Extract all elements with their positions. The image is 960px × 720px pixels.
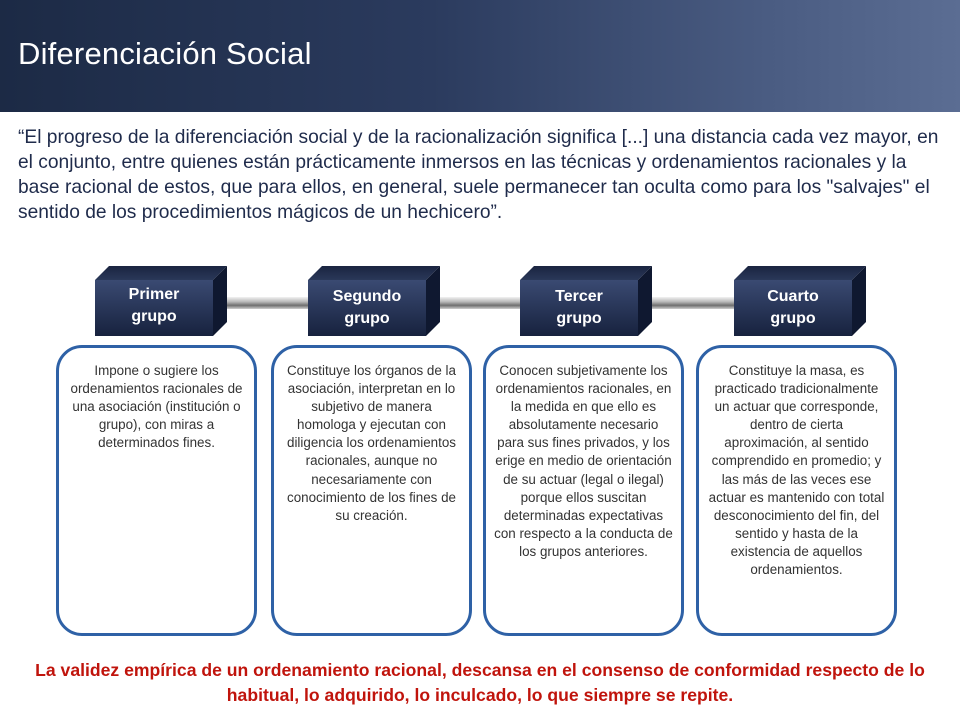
- group-label-line2: grupo: [770, 310, 816, 327]
- group-label-line2: grupo: [344, 310, 390, 327]
- group-box-4: [734, 266, 874, 336]
- description-text: Impone o sugiere los ordenamientos racionales de una asociación (institución o grupo), con miras a determinados fines.: [70, 363, 243, 451]
- group-label: [520, 286, 638, 330]
- page-title: Diferenciación Social: [18, 36, 312, 71]
- description-text: Constituye la masa, es practicado tradicionalmente un actuar que corresponde, dentro de cierta aproximación, al sentido comprendido en promedio; y las más de las veces ese actuar es mantenido con total desconocimiento del fin, del sentido y hasta de la existencia de aquellos ordenamientos.: [708, 363, 885, 578]
- description-card-3: [483, 345, 684, 636]
- group-label-line2: grupo: [131, 308, 177, 325]
- description-text: Constituye los órganos de la asociación, interpretan en lo subjetivo de manera homologa y ejecutan con diligencia los ordenamientos racionales, aunque no necesariamente con conocimiento de los fines de su creación.: [287, 363, 456, 523]
- group-label: [734, 286, 852, 330]
- group-label: [95, 284, 213, 328]
- description-card-4: [696, 345, 897, 636]
- description-text: Conocen subjetivamente los ordenamientos racionales, en la medida en que ello es absolutamente necesario para sus fines privados, y los erige en medio de orientación de su actuar (legal o ilegal) porque ellos suscitan determinadas expectativas con respecto a la conducta de los grupos anteriores.: [494, 363, 673, 559]
- conclusion-text: La validez empírica de un ordenamiento racional, descansa en el consenso de conformidad respecto de lo habitual, lo adquirido, lo inculcado, lo que siempre se repite.: [35, 660, 925, 705]
- group-label-line1: Cuarto: [767, 288, 819, 305]
- group-label: [308, 286, 426, 330]
- description-card-2: [271, 345, 472, 636]
- quote-text: “El progreso de la diferenciación social y de la racionalización significa [...] una distancia cada vez mayor, en el conjunto, entre quienes están prácticamente inmersos en las técnicas y ordenamientos racionales y la base racional de estos, que para ellos, en general, suele permanecer tan oculta como para los "salvajes" el sentido de los procedimientos mágicos de un hechicero”.: [18, 127, 939, 223]
- group-label-line1: Tercer: [555, 288, 603, 305]
- group-box-1: [95, 266, 235, 336]
- group-box-3: [520, 266, 660, 336]
- group-label-line1: Primer: [128, 286, 180, 303]
- group-box-2: [308, 266, 448, 336]
- group-label-line2: grupo: [556, 310, 602, 327]
- connector-bar: [180, 297, 780, 309]
- description-card-1: [56, 345, 257, 636]
- group-label-line1: Segundo: [332, 288, 402, 305]
- header-bar: [0, 0, 960, 112]
